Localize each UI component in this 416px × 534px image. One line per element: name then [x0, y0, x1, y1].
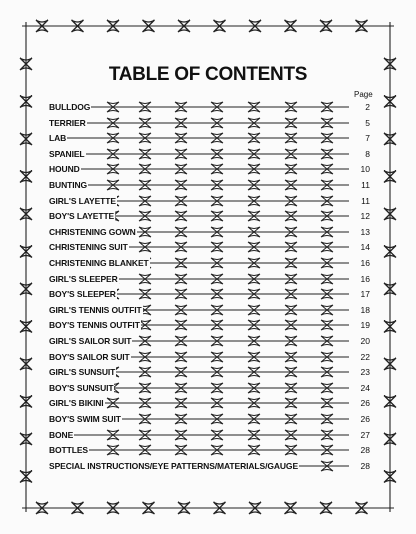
toc-entry-title: GIRL'S SUNSUIT — [49, 367, 116, 378]
toc-entry-title: SPANIEL — [49, 148, 85, 159]
toc-entry-title: BOY'S SWIM SUIT — [49, 414, 121, 424]
toc-entry-page-number: 5 — [350, 116, 370, 130]
toc-entry-title: BONE — [49, 429, 74, 440]
toc-entry-page-number: 2 — [350, 100, 370, 114]
toc-entry-page-number: 26 — [350, 396, 370, 410]
toc-entry-title: CHRISTENING GOWN — [49, 226, 136, 237]
toc-entry-page-number: 16 — [350, 256, 370, 270]
toc-entry-page-number: 10 — [350, 162, 370, 176]
toc-entry — [0, 318, 416, 332]
cross-stitch-leader-line — [49, 100, 349, 114]
toc-entry — [0, 147, 416, 161]
cross-stitch-leader-line — [49, 178, 349, 192]
toc-entry — [0, 100, 416, 114]
toc-entry — [0, 381, 416, 395]
toc-entry-page-number: 23 — [350, 365, 370, 379]
toc-entry — [0, 287, 416, 301]
toc-entry-page-number: 11 — [350, 194, 370, 208]
toc-entry-title: BOY'S TENNIS OUTFIT — [49, 320, 140, 331]
toc-entry-title: GIRL'S TENNIS OUTFIT — [49, 304, 142, 315]
toc-entry-title: GIRL'S SLEEPER — [49, 273, 118, 284]
page-title: TABLE OF CONTENTS — [108, 64, 308, 85]
toc-entry-page-number: 8 — [350, 147, 370, 161]
cross-stitch-leader-line — [49, 116, 349, 130]
toc-entry-title: GIRL'S SAILOR SUIT — [49, 336, 132, 346]
toc-entry-title: BOY'S LAYETTE — [49, 211, 115, 222]
toc-entry — [0, 131, 416, 145]
toc-entry-title: GIRL'S BIKINI — [49, 398, 104, 409]
toc-entry-page-number: 28 — [350, 459, 370, 473]
toc-entry-page-number: 16 — [350, 272, 370, 286]
toc-entry-title: SPECIAL INSTRUCTIONS/EYE PATTERNS/MATERIALS/GAUGE — [49, 460, 299, 471]
cross-stitch-leader-line — [49, 428, 349, 442]
toc-entry — [0, 272, 416, 286]
toc-entry-title: CHRISTENING BLANKET — [49, 258, 149, 268]
toc-entry-title: GIRL'S LAYETTE — [49, 195, 116, 206]
toc-entry-page-number: 20 — [350, 334, 370, 348]
toc-entry — [0, 194, 416, 208]
toc-entry-page-number: 22 — [350, 350, 370, 364]
cross-stitch-leader-line — [49, 162, 349, 176]
toc-entry — [0, 443, 416, 457]
toc-entry — [0, 240, 416, 254]
toc-entry-page-number: 17 — [350, 287, 370, 301]
toc-entry-title: BUNTING — [49, 180, 88, 190]
toc-entry-title: BOY'S SLEEPER — [49, 289, 116, 300]
toc-entry — [0, 428, 416, 442]
toc-entry-page-number: 19 — [350, 318, 370, 332]
toc-entry-page-number: 14 — [350, 240, 370, 254]
toc-entry — [0, 365, 416, 379]
toc-entry — [0, 209, 416, 223]
toc-entry-page-number: 7 — [350, 131, 370, 145]
toc-entry-page-number: 26 — [350, 412, 370, 426]
cross-stitch-leader-line — [49, 131, 349, 145]
cross-stitch-leader-line — [49, 147, 349, 161]
toc-entry — [0, 334, 416, 348]
toc-entry — [0, 162, 416, 176]
page-column-header: Page — [354, 90, 373, 99]
toc-entry — [0, 116, 416, 130]
toc-entry-title: BOY'S SUNSUIT — [49, 382, 114, 393]
toc-entry-title: TERRIER — [49, 117, 86, 128]
toc-entry-title: HOUND — [49, 164, 80, 175]
toc-entry-page-number: 24 — [350, 381, 370, 395]
toc-entry-title: BULLDOG — [49, 102, 91, 112]
toc-entry-title: LAB — [49, 133, 67, 144]
toc-entry-page-number: 11 — [350, 178, 370, 192]
toc-entry-page-number: 27 — [350, 428, 370, 442]
toc-entry — [0, 396, 416, 410]
toc-entry — [0, 350, 416, 364]
toc-entry — [0, 303, 416, 317]
toc-entry-page-number: 28 — [350, 443, 370, 457]
toc-entry-title: BOTTLES — [49, 445, 88, 456]
toc-entry-title: BOY'S SAILOR SUIT — [49, 351, 130, 362]
cross-stitch-leader-line — [49, 443, 349, 457]
toc-entry-title: CHRISTENING SUIT — [49, 242, 128, 253]
toc-entry — [0, 412, 416, 426]
toc-entry-page-number: 13 — [350, 225, 370, 239]
toc-entry — [0, 459, 416, 473]
toc-entry — [0, 225, 416, 239]
toc-entry-page-number: 18 — [350, 303, 370, 317]
toc-entry-page-number: 12 — [350, 209, 370, 223]
toc-entry — [0, 256, 416, 270]
toc-entry — [0, 178, 416, 192]
